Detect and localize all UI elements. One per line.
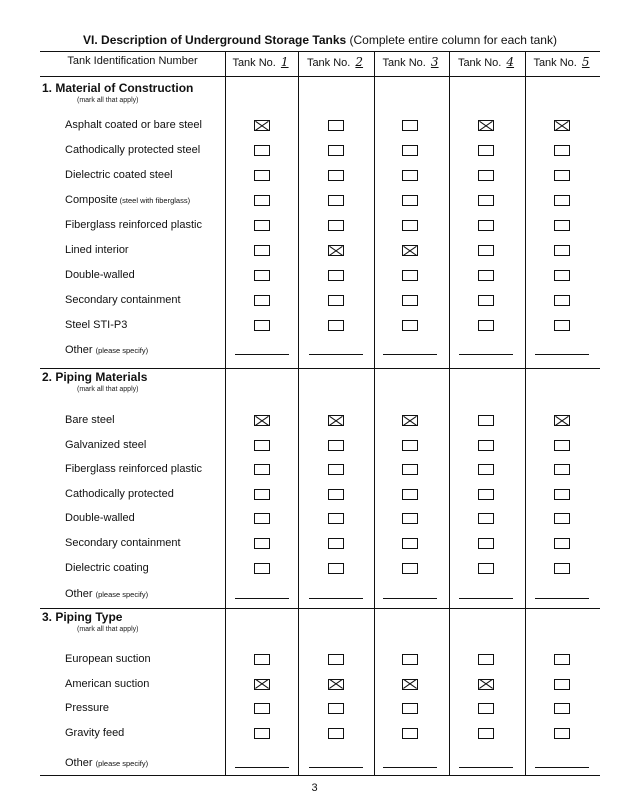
- checkbox[interactable]: [402, 654, 418, 665]
- checkbox[interactable]: [328, 513, 344, 524]
- other-sublabel: (please specify): [95, 346, 149, 355]
- other-specify-line[interactable]: [383, 598, 437, 599]
- tank-number: 3: [430, 55, 439, 69]
- row-label: Fiberglass reinforced plastic: [65, 219, 202, 231]
- checkbox[interactable]: [554, 538, 570, 549]
- checkbox[interactable]: [554, 270, 570, 281]
- form-title: [40, 33, 600, 47]
- checkbox[interactable]: [328, 170, 344, 181]
- checkbox[interactable]: [402, 489, 418, 500]
- checkbox[interactable]: [402, 464, 418, 475]
- other-specify-line[interactable]: [383, 354, 437, 355]
- checkbox[interactable]: [402, 145, 418, 156]
- checkbox[interactable]: [478, 563, 494, 574]
- row-label: Galvanized steel: [65, 438, 147, 451]
- section-divider: [40, 608, 600, 609]
- checkbox[interactable]: [402, 295, 418, 306]
- checkbox[interactable]: [254, 513, 270, 524]
- column-divider-1: [225, 51, 226, 775]
- checkbox[interactable]: [554, 245, 570, 256]
- checkbox-checked[interactable]: [328, 415, 344, 426]
- row-label: Dielectric coating: [65, 561, 149, 574]
- checkbox[interactable]: [254, 489, 270, 500]
- column-divider-4: [449, 51, 450, 775]
- tank-number: 2: [355, 55, 364, 69]
- checkbox[interactable]: [554, 220, 570, 231]
- checkbox[interactable]: [328, 538, 344, 549]
- checkbox-checked[interactable]: [554, 120, 570, 131]
- checkbox[interactable]: [554, 464, 570, 475]
- tank-prefix: Tank No.: [306, 57, 354, 69]
- row-label: Double-walled: [65, 269, 135, 281]
- checkbox[interactable]: [554, 440, 570, 451]
- other-label: Other (please specify): [65, 588, 149, 600]
- other-specify-line[interactable]: [235, 354, 289, 355]
- section-title: 2. Piping Materials: [42, 370, 148, 384]
- row-label: Steel STI-P3: [65, 319, 128, 331]
- column-divider-5: [525, 51, 526, 775]
- checkbox-checked[interactable]: [254, 679, 270, 690]
- checkbox-checked[interactable]: [402, 679, 418, 690]
- checkbox[interactable]: [254, 145, 270, 156]
- other-sublabel: (please specify): [95, 590, 149, 599]
- checkbox[interactable]: [402, 170, 418, 181]
- checkbox[interactable]: [328, 489, 344, 500]
- row-label: American suction: [65, 677, 150, 690]
- checkbox[interactable]: [254, 654, 270, 665]
- row-label: Bare steel: [65, 414, 115, 426]
- checkbox[interactable]: [328, 295, 344, 306]
- other-specify-line[interactable]: [235, 767, 289, 768]
- row-label: European suction: [65, 653, 151, 665]
- row-label: Cathodically protected: [65, 487, 174, 500]
- row-label: Gravity feed: [65, 727, 125, 740]
- checkbox-checked[interactable]: [478, 679, 494, 690]
- checkbox[interactable]: [478, 320, 494, 331]
- checkbox[interactable]: [478, 654, 494, 665]
- section-title: 1. Material of Construction: [42, 81, 194, 95]
- checkbox[interactable]: [478, 145, 494, 156]
- checkbox-checked[interactable]: [478, 120, 494, 131]
- checkbox[interactable]: [254, 245, 270, 256]
- checkbox[interactable]: [402, 728, 418, 739]
- tank-number-header: [525, 55, 600, 69]
- checkbox[interactable]: [254, 440, 270, 451]
- checkbox-checked[interactable]: [402, 245, 418, 256]
- checkbox[interactable]: [478, 703, 494, 714]
- checkbox-checked[interactable]: [402, 415, 418, 426]
- checkbox[interactable]: [478, 245, 494, 256]
- other-label: Other (please specify): [65, 757, 149, 769]
- checkbox[interactable]: [328, 440, 344, 451]
- tank-prefix: Tank No.: [232, 57, 279, 69]
- checkbox[interactable]: [254, 464, 270, 475]
- checkbox[interactable]: [554, 170, 570, 181]
- checkbox[interactable]: [478, 195, 494, 206]
- tank-number: 5: [581, 55, 590, 69]
- other-specify-line[interactable]: [309, 598, 363, 599]
- checkbox[interactable]: [478, 513, 494, 524]
- checkbox[interactable]: [402, 538, 418, 549]
- checkbox-checked[interactable]: [328, 245, 344, 256]
- checkbox[interactable]: [402, 220, 418, 231]
- checkbox[interactable]: [402, 120, 418, 131]
- row-label: Fiberglass reinforced plastic: [65, 463, 202, 476]
- row-label: Secondary containment: [65, 537, 181, 549]
- checkbox[interactable]: [328, 464, 344, 475]
- tank-number-header: [449, 55, 525, 69]
- checkbox[interactable]: [402, 195, 418, 206]
- row-label: Dielectric coated steel: [65, 169, 173, 181]
- checkbox[interactable]: [254, 270, 270, 281]
- checkbox[interactable]: [328, 728, 344, 739]
- checkbox[interactable]: [478, 728, 494, 739]
- checkbox[interactable]: [478, 415, 494, 426]
- checkbox[interactable]: [402, 703, 418, 714]
- checkbox[interactable]: [554, 654, 570, 665]
- other-specify-line[interactable]: [309, 354, 363, 355]
- checkbox[interactable]: [554, 728, 570, 739]
- checkbox[interactable]: [478, 440, 494, 451]
- checkbox-checked[interactable]: [254, 415, 270, 426]
- checkbox[interactable]: [554, 703, 570, 714]
- checkbox[interactable]: [402, 440, 418, 451]
- checkbox[interactable]: [328, 195, 344, 206]
- column-divider-3: [374, 51, 375, 775]
- checkbox[interactable]: [402, 563, 418, 574]
- checkbox[interactable]: [554, 320, 570, 331]
- checkbox[interactable]: [554, 195, 570, 206]
- checkbox[interactable]: [478, 489, 494, 500]
- row-label: Secondary containment: [65, 294, 181, 306]
- other-sublabel: (please specify): [95, 759, 149, 768]
- checkbox[interactable]: [328, 145, 344, 156]
- tank-id-header: Tank Identification Number: [67, 55, 198, 67]
- other-specify-line[interactable]: [535, 767, 589, 768]
- page-number: 3: [311, 782, 318, 794]
- checkbox[interactable]: [254, 538, 270, 549]
- tank-number-header: [225, 55, 298, 69]
- checkbox[interactable]: [254, 295, 270, 306]
- checkbox[interactable]: [328, 220, 344, 231]
- table-top-rule: [40, 51, 600, 52]
- checkbox[interactable]: [478, 464, 494, 475]
- checkbox[interactable]: [254, 563, 270, 574]
- checkbox-checked[interactable]: [254, 120, 270, 131]
- checkbox[interactable]: [554, 145, 570, 156]
- checkbox[interactable]: [328, 270, 344, 281]
- column-divider-2: [298, 51, 299, 775]
- checkbox[interactable]: [254, 195, 270, 206]
- other-specify-line[interactable]: [535, 598, 589, 599]
- section-title: 3. Piping Type: [42, 610, 123, 624]
- tank-prefix: Tank No.: [382, 57, 429, 69]
- section-note: (mark all that apply): [77, 97, 139, 104]
- checkbox[interactable]: [478, 270, 494, 281]
- checkbox[interactable]: [554, 679, 570, 690]
- section-note: (mark all that apply): [77, 386, 139, 393]
- checkbox[interactable]: [554, 489, 570, 500]
- other-specify-line[interactable]: [309, 767, 363, 768]
- other-label: Other (please specify): [65, 344, 149, 356]
- checkbox[interactable]: [402, 320, 418, 331]
- tank-number: 4: [506, 55, 515, 69]
- row-label: Pressure: [65, 702, 110, 715]
- section-heading: VI. Description of Underground Storage Tanks: [83, 33, 347, 47]
- checkbox[interactable]: [254, 728, 270, 739]
- tank-number-header: [298, 55, 374, 69]
- checkbox[interactable]: [328, 654, 344, 665]
- other-specify-line[interactable]: [383, 767, 437, 768]
- tank-number-header: [374, 55, 449, 69]
- checkbox[interactable]: [478, 295, 494, 306]
- tank-number: 1: [280, 55, 289, 69]
- section-note: (mark all that apply): [77, 626, 139, 633]
- checkbox[interactable]: [554, 295, 570, 306]
- tank-prefix: Tank No.: [533, 57, 580, 69]
- other-specify-line[interactable]: [459, 767, 513, 768]
- row-label: Asphalt coated or bare steel: [65, 119, 202, 131]
- checkbox-checked[interactable]: [328, 679, 344, 690]
- checkbox[interactable]: [478, 220, 494, 231]
- checkbox[interactable]: [328, 563, 344, 574]
- checkbox[interactable]: [478, 170, 494, 181]
- checkbox[interactable]: [402, 270, 418, 281]
- other-specify-line[interactable]: [235, 598, 289, 599]
- checkbox[interactable]: [478, 538, 494, 549]
- row-label: Double-walled: [65, 512, 135, 525]
- checkbox[interactable]: [254, 220, 270, 231]
- row-label: Cathodically protected steel: [65, 144, 201, 156]
- other-specify-line[interactable]: [535, 354, 589, 355]
- checkbox[interactable]: [328, 120, 344, 131]
- row-label: Composite (steel with fiberglass): [65, 194, 191, 206]
- section-instruction: (Complete entire column for each tank): [349, 33, 557, 47]
- checkbox[interactable]: [328, 320, 344, 331]
- checkbox-checked[interactable]: [554, 415, 570, 426]
- other-specify-line[interactable]: [459, 598, 513, 599]
- checkbox[interactable]: [554, 563, 570, 574]
- checkbox[interactable]: [554, 513, 570, 524]
- checkbox[interactable]: [254, 170, 270, 181]
- section-divider: [40, 368, 600, 369]
- row-label: Lined interior: [65, 244, 129, 256]
- checkbox[interactable]: [254, 320, 270, 331]
- header-bottom-rule: [40, 76, 600, 77]
- table-bottom-rule: [40, 775, 600, 776]
- checkbox[interactable]: [328, 703, 344, 714]
- checkbox[interactable]: [254, 703, 270, 714]
- checkbox[interactable]: [402, 513, 418, 524]
- row-sublabel: (steel with fiberglass): [117, 196, 191, 205]
- tank-prefix: Tank No.: [457, 57, 505, 69]
- other-specify-line[interactable]: [459, 354, 513, 355]
